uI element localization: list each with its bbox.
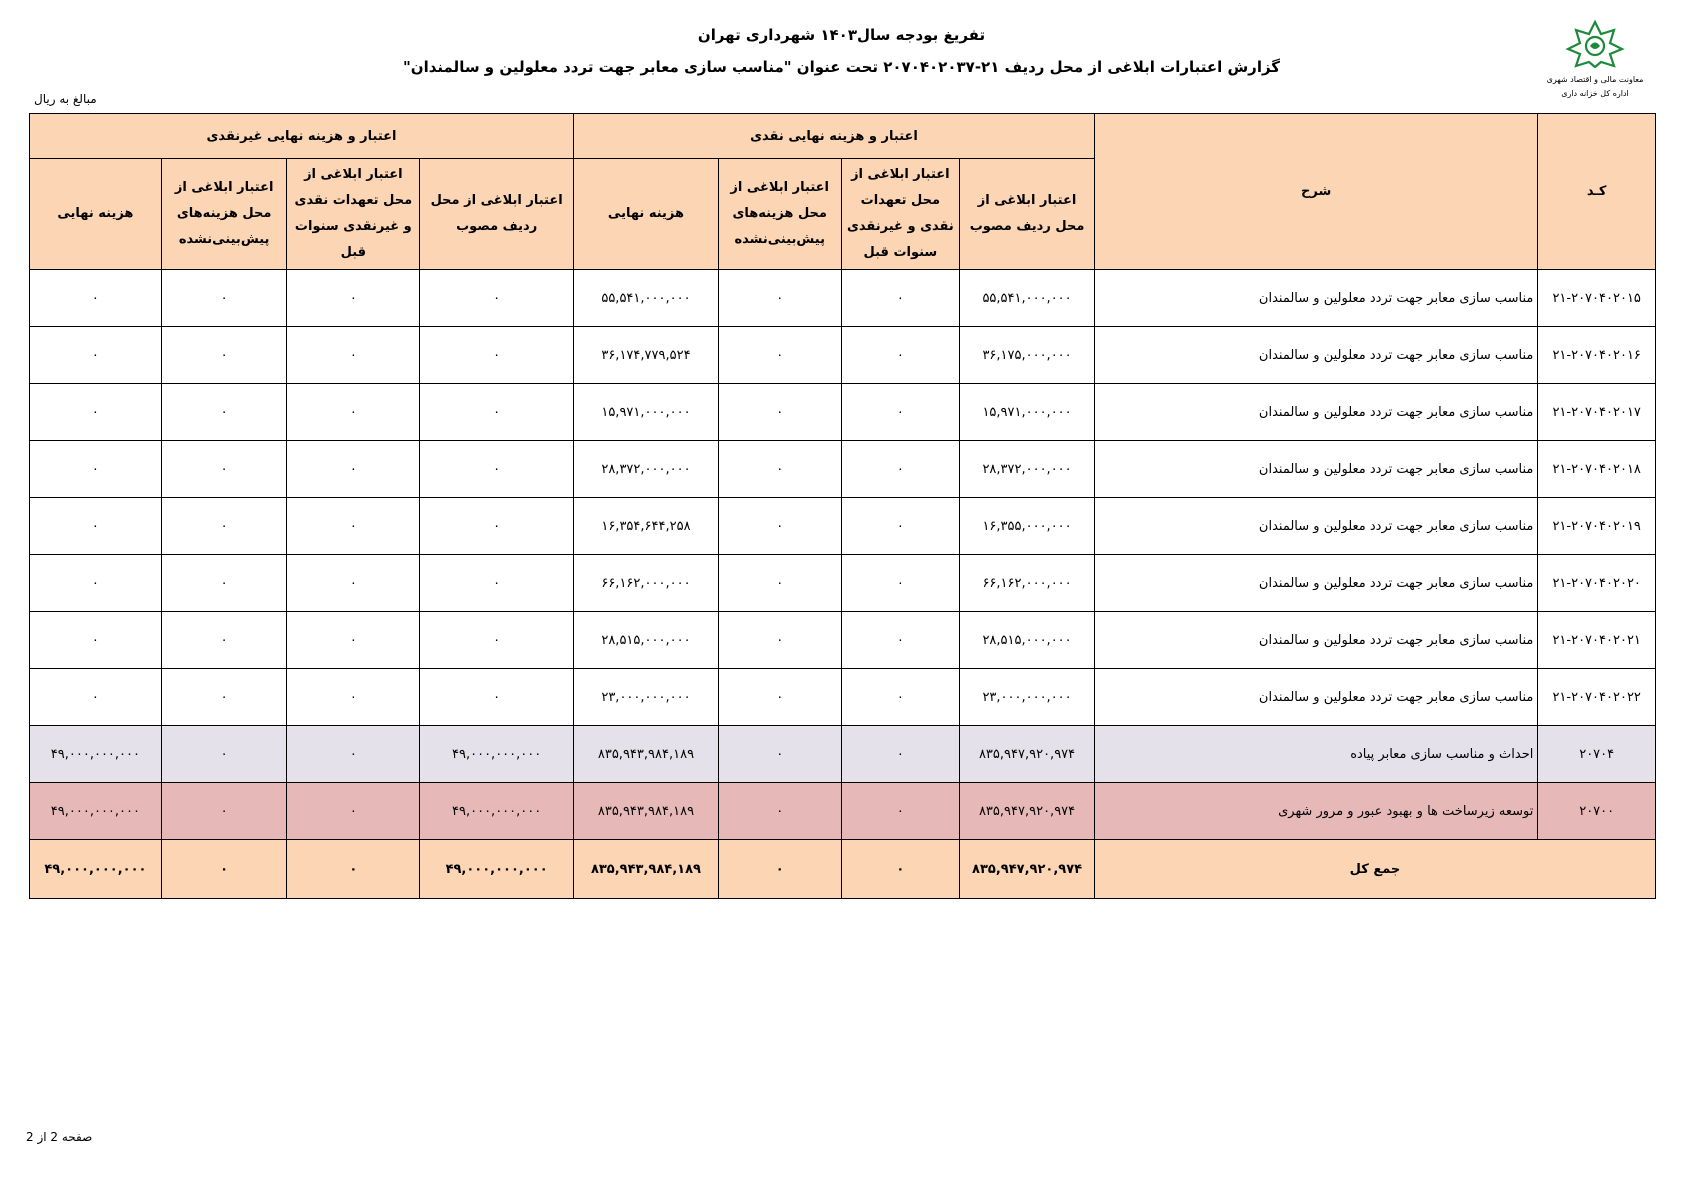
amount-cell: ۴۹,۰۰۰,۰۰۰,۰۰۰: [420, 726, 574, 783]
amount-cell: ۲۸,۳۷۲,۰۰۰,۰۰۰: [574, 441, 719, 498]
amount-cell: ۵۵,۵۴۱,۰۰۰,۰۰۰: [574, 270, 719, 327]
table-row: [30, 384, 1656, 441]
amount-cell: ۰: [841, 669, 960, 726]
amount-cell: ۰: [30, 612, 162, 669]
amount-cell: ۰: [287, 669, 420, 726]
header-description: شرح: [1094, 114, 1537, 270]
amount-cell: ۲۳,۰۰۰,۰۰۰,۰۰۰: [574, 669, 719, 726]
amount-cell: ۰: [718, 498, 841, 555]
amount-cell: ۱۵,۹۷۱,۰۰۰,۰۰۰: [574, 384, 719, 441]
header-cash-prior-commitments: اعتبار ابلاغی از محل تعهدات نقدی و غیرنقدی سنوات قبل: [841, 159, 960, 270]
amount-cell: ۰: [841, 612, 960, 669]
table-row: [30, 441, 1656, 498]
amount-cell: ۰: [420, 327, 574, 384]
amount-cell: ۰: [420, 669, 574, 726]
amount-cell: ۰: [30, 327, 162, 384]
amount-cell: ۰: [718, 441, 841, 498]
amount-cell: ۰: [841, 726, 960, 783]
amount-cell: ۰: [718, 555, 841, 612]
table-row: [30, 669, 1656, 726]
row-description: احداث و مناسب سازی معابر پیاده: [1094, 726, 1537, 783]
amount-cell: ۰: [718, 726, 841, 783]
amount-cell: ۳۶,۱۷۵,۰۰۰,۰۰۰: [960, 327, 1095, 384]
amount-cell: ۰: [161, 327, 287, 384]
amount-cell: ۰: [841, 327, 960, 384]
amount-cell: ۰: [30, 270, 162, 327]
amount-cell: ۰: [287, 384, 420, 441]
report-subtitle: گزارش اعتبارات ابلاغی از محل ردیف ۲۱-۲۰۷۰۴۰۲۰۳۷ تحت عنوان "مناسب سازی معابر جهت تردد معلولین و سالمندان": [402, 58, 1281, 76]
header-row-groups: [30, 114, 1656, 159]
amount-cell: ۰: [161, 270, 287, 327]
amount-cell: ۰: [161, 498, 287, 555]
amount-cell: ۰: [30, 555, 162, 612]
header-cash-final-cost: هزینه نهایی: [574, 159, 719, 270]
row-description: مناسب سازی معابر جهت تردد معلولین و سالمندان: [1094, 441, 1537, 498]
amount-cell: ۰: [420, 270, 574, 327]
header-cash-group: اعتبار و هزینه نهایی نقدی: [574, 114, 1095, 159]
amount-cell: ۰: [718, 669, 841, 726]
amount-cell: ۱۵,۹۷۱,۰۰۰,۰۰۰: [960, 384, 1095, 441]
row-description: مناسب سازی معابر جهت تردد معلولین و سالمندان: [1094, 384, 1537, 441]
row-code: ۲۱-۲۰۷۰۴۰۲۰۲۱: [1538, 612, 1656, 669]
row-code: ۲۱-۲۰۷۰۴۰۲۰۱۹: [1538, 498, 1656, 555]
amount-cell: ۵۵,۵۴۱,۰۰۰,۰۰۰: [960, 270, 1095, 327]
row-description: توسعه زیرساخت ها و بهبود عبور و مرور شهری: [1094, 783, 1537, 840]
amount-cell: ۶۶,۱۶۲,۰۰۰,۰۰۰: [960, 555, 1095, 612]
amount-cell: ۰: [718, 270, 841, 327]
amount-cell: ۰: [718, 840, 841, 899]
amount-cell: ۰: [718, 612, 841, 669]
amount-cell: ۰: [161, 555, 287, 612]
row-description: مناسب سازی معابر جهت تردد معلولین و سالمندان: [1094, 270, 1537, 327]
amount-cell: ۲۳,۰۰۰,۰۰۰,۰۰۰: [960, 669, 1095, 726]
amount-cell: ۰: [287, 441, 420, 498]
row-description: مناسب سازی معابر جهت تردد معلولین و سالمندان: [1094, 555, 1537, 612]
table-row: [30, 612, 1656, 669]
amount-cell: ۰: [420, 612, 574, 669]
amount-cell: ۰: [30, 384, 162, 441]
header-noncash-unforeseen: اعتبار ابلاغی از محل هزینه‌های پیش‌بینی‌نشده: [161, 159, 287, 270]
header-noncash-final-cost: هزینه نهایی: [30, 159, 162, 270]
header-noncash-group: اعتبار و هزینه نهایی غیرنقدی: [30, 114, 574, 159]
budget-table: [29, 113, 1656, 899]
amount-cell: ۰: [420, 441, 574, 498]
table-row: [30, 498, 1656, 555]
amount-cell: ۰: [841, 783, 960, 840]
grand-total-row: [30, 840, 1656, 899]
row-code: ۲۱-۲۰۷۰۴۰۲۰۲۲: [1538, 669, 1656, 726]
row-code: ۲۱-۲۰۷۰۴۰۲۰۱۸: [1538, 441, 1656, 498]
amount-cell: ۰: [718, 384, 841, 441]
row-description: مناسب سازی معابر جهت تردد معلولین و سالمندان: [1094, 669, 1537, 726]
subtotal-row-program: [30, 726, 1656, 783]
amount-cell: ۰: [718, 327, 841, 384]
header-cash-unforeseen: اعتبار ابلاغی از محل هزینه‌های پیش‌بینی‌نشده: [718, 159, 841, 270]
amount-cell: ۰: [161, 384, 287, 441]
amount-cell: ۰: [841, 270, 960, 327]
row-code: ۲۱-۲۰۷۰۴۰۲۰۲۰: [1538, 555, 1656, 612]
amount-cell: ۴۹,۰۰۰,۰۰۰,۰۰۰: [30, 726, 162, 783]
amount-cell: ۲۸,۳۷۲,۰۰۰,۰۰۰: [960, 441, 1095, 498]
amount-cell: ۱۶,۳۵۵,۰۰۰,۰۰۰: [960, 498, 1095, 555]
amount-cell: ۰: [287, 783, 420, 840]
amount-cell: ۰: [841, 384, 960, 441]
table-row: [30, 270, 1656, 327]
row-code: ۲۱-۲۰۷۰۴۰۲۰۱۷: [1538, 384, 1656, 441]
row-code: ۲۱-۲۰۷۰۴۰۲۰۱۵: [1538, 270, 1656, 327]
amount-cell: ۴۹,۰۰۰,۰۰۰,۰۰۰: [30, 840, 162, 899]
amount-cell: ۰: [841, 555, 960, 612]
amount-cell: ۰: [420, 498, 574, 555]
amount-cell: ۶۶,۱۶۲,۰۰۰,۰۰۰: [574, 555, 719, 612]
amount-cell: ۳۶,۱۷۴,۷۷۹,۵۲۴: [574, 327, 719, 384]
amount-cell: ۸۳۵,۹۴۳,۹۸۴,۱۸۹: [574, 840, 719, 899]
amount-cell: ۰: [161, 669, 287, 726]
amount-cell: ۰: [287, 612, 420, 669]
currency-unit-note: مبالغ به ریال: [34, 92, 97, 106]
logo: [1540, 20, 1650, 100]
amount-cell: ۲۸,۵۱۵,۰۰۰,۰۰۰: [574, 612, 719, 669]
amount-cell: ۰: [30, 441, 162, 498]
amount-cell: ۸۳۵,۹۴۷,۹۲۰,۹۷۴: [960, 783, 1095, 840]
grand-total-label: جمع کل: [1094, 840, 1655, 899]
logo-text-line2: اداره کل خزانه داری: [1561, 89, 1629, 98]
amount-cell: ۰: [420, 384, 574, 441]
amount-cell: ۰: [30, 498, 162, 555]
logo-text-line1: معاونت مالی و اقتصاد شهری: [1546, 75, 1644, 84]
amount-cell: ۰: [30, 669, 162, 726]
header-cash-approved: اعتبار ابلاغی از محل ردیف مصوب: [960, 159, 1095, 270]
row-description: مناسب سازی معابر جهت تردد معلولین و سالمندان: [1094, 498, 1537, 555]
amount-cell: ۸۳۵,۹۴۷,۹۲۰,۹۷۴: [960, 840, 1095, 899]
amount-cell: ۸۳۵,۹۴۳,۹۸۴,۱۸۹: [574, 783, 719, 840]
amount-cell: ۴۹,۰۰۰,۰۰۰,۰۰۰: [420, 783, 574, 840]
row-code: ۲۰۷۰۰: [1538, 783, 1656, 840]
amount-cell: ۰: [287, 498, 420, 555]
amount-cell: ۰: [287, 555, 420, 612]
row-description: مناسب سازی معابر جهت تردد معلولین و سالمندان: [1094, 327, 1537, 384]
amount-cell: ۰: [161, 726, 287, 783]
row-code: ۲۱-۲۰۷۰۴۰۲۰۱۶: [1538, 327, 1656, 384]
amount-cell: ۸۳۵,۹۴۷,۹۲۰,۹۷۴: [960, 726, 1095, 783]
amount-cell: ۰: [718, 783, 841, 840]
amount-cell: ۲۸,۵۱۵,۰۰۰,۰۰۰: [960, 612, 1095, 669]
amount-cell: ۰: [841, 441, 960, 498]
header-noncash-approved: اعتبار ابلاغی از محل ردیف مصوب: [420, 159, 574, 270]
amount-cell: ۰: [161, 840, 287, 899]
amount-cell: ۰: [287, 270, 420, 327]
amount-cell: ۰: [161, 783, 287, 840]
amount-cell: ۸۳۵,۹۴۳,۹۸۴,۱۸۹: [574, 726, 719, 783]
amount-cell: ۴۹,۰۰۰,۰۰۰,۰۰۰: [420, 840, 574, 899]
header-code: کـد: [1538, 114, 1656, 270]
amount-cell: ۰: [287, 327, 420, 384]
amount-cell: ۴۹,۰۰۰,۰۰۰,۰۰۰: [30, 783, 162, 840]
amount-cell: ۰: [420, 555, 574, 612]
amount-cell: ۰: [841, 840, 960, 899]
table-row: [30, 555, 1656, 612]
report-title: تفریغ بودجه سال۱۴۰۳ شهرداری تهران: [697, 26, 986, 44]
subtotal-row-chapter: [30, 783, 1656, 840]
amount-cell: ۰: [161, 612, 287, 669]
tehran-municipality-logo-icon: [1564, 20, 1626, 68]
amount-cell: ۰: [161, 441, 287, 498]
row-description: مناسب سازی معابر جهت تردد معلولین و سالمندان: [1094, 612, 1537, 669]
header-noncash-prior-commitments: اعتبار ابلاغی از محل تعهدات نقدی و غیرنقدی سنوات قبل: [287, 159, 420, 270]
table-row: [30, 327, 1656, 384]
amount-cell: ۰: [287, 726, 420, 783]
amount-cell: ۰: [841, 498, 960, 555]
amount-cell: ۱۶,۳۵۴,۶۴۴,۲۵۸: [574, 498, 719, 555]
page-number: صفحه 2 از 2: [26, 1130, 93, 1144]
amount-cell: ۰: [287, 840, 420, 899]
row-code: ۲۰۷۰۴: [1538, 726, 1656, 783]
